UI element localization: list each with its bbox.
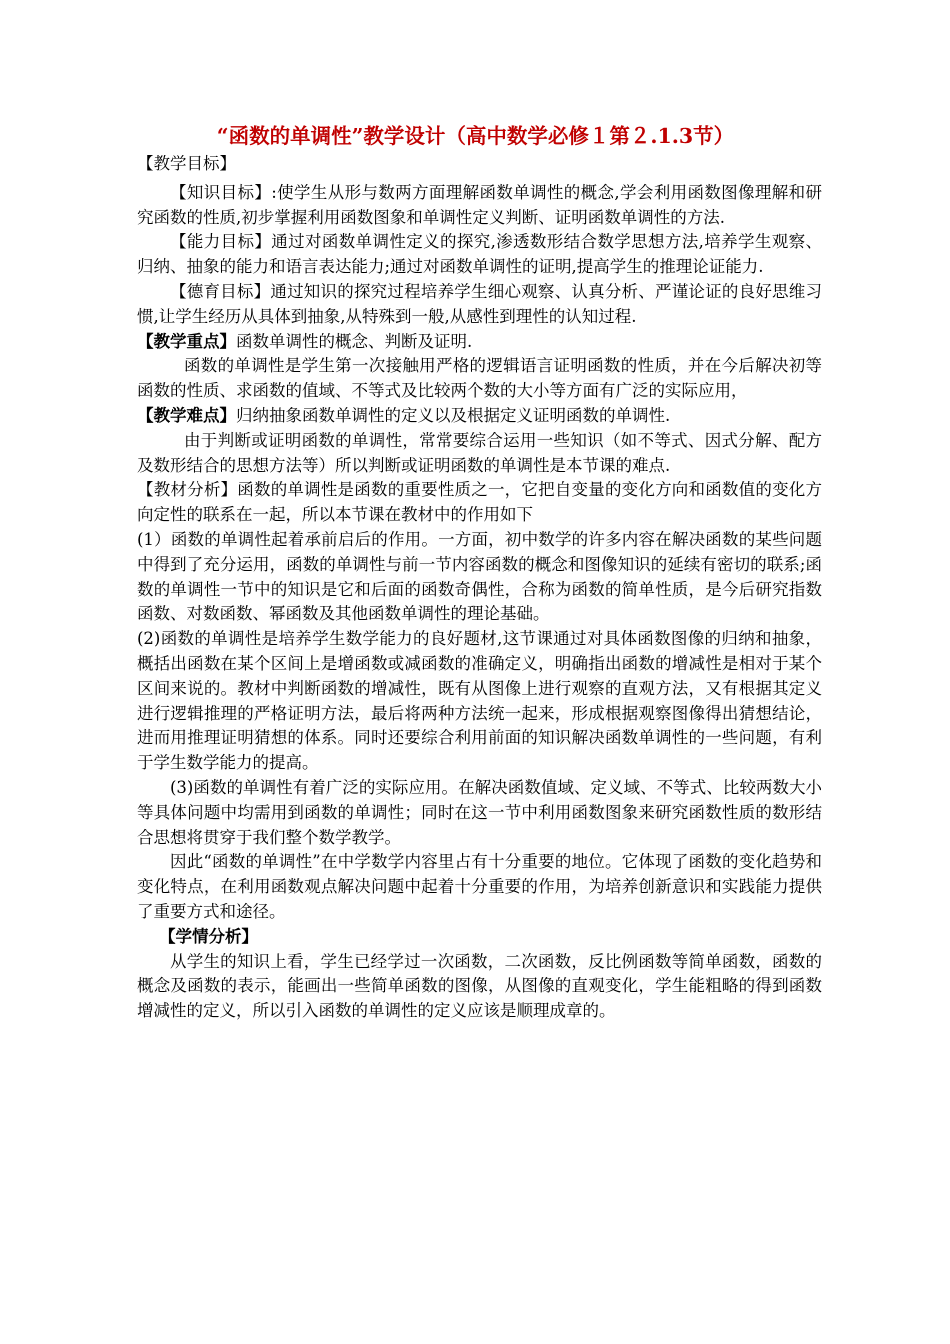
key-point-detail: 函数的单调性是学生第一次接触用严格的逻辑语言证明函数的性质，并在今后解决初等函数的性质、求函数的值域、不等式及比较两个数的大小等方面有广泛的实际应用，	[137, 356, 822, 401]
material-analysis-text: 函数的单调性是函数的重要性质之一，它把自变量的变化方向和函数值的变化方向定性的联系在一起，所以本节课在教材中的作用如下	[137, 480, 823, 525]
difficulty-text: 归纳抽象函数单调性的定义以及根据定义证明函数的单调性.	[236, 405, 671, 425]
key-point-text: 函数单调性的概念、判断及证明.	[236, 331, 473, 351]
moral-goal-label: 【德育目标】	[170, 281, 271, 301]
difficulty-paragraph	[137, 404, 822, 429]
material-item-2: (2)函数的单调性是培养学生数学能力的良好题材,这节课通过对具体函数图像的归纳和抽象，概括出函数在某个区间上是增函数或减函数的准确定义，明确指出函数的增减性是相对于某个区间来说的。教材中判断函数的增减性，既有从图像上进行观察的直观方法，又有根据其定义进行逻辑推理的严格证明方法，最后将两种方法统一起来，形成根据观察图像得出猜想结论，进而用推理证明猜想的体系。同时还要综合利用前面的知识解决函数单调性的一些问题，有利于学生数学能力的提高。	[137, 629, 822, 773]
key-point-paragraph	[137, 330, 822, 355]
ability-goal-paragraph	[137, 230, 822, 280]
material-analysis-label: 【教材分析】	[137, 480, 238, 500]
teaching-goals-heading: 【教学目标】	[137, 154, 236, 173]
ability-goal-label: 【能力目标】	[170, 232, 272, 252]
knowledge-goal-label: 【知识目标】	[170, 182, 272, 202]
difficulty-label: 【教学难点】	[137, 405, 236, 425]
difficulty-detail: 由于判断或证明函数的单调性，常常要综合运用一些知识（如不等式、因式分解、配方及数形结合的思想方法等）所以判断或证明函数的单调性是本节课的难点.	[137, 430, 822, 475]
document-page	[137, 120, 822, 1024]
document-title: “函数的单调性”教学设计（高中数学必修１第２.1.3节）	[216, 124, 735, 148]
key-point-label: 【教学重点】	[137, 331, 236, 351]
ability-goal-text: 通过对函数单调性定义的探究,渗透数形结合数学思想方法,培养学生观察、归纳、抽象的能力和语言表达能力;通过对函数单调性的证明,提高学生的推理论证能力.	[137, 232, 822, 277]
student-analysis-text: 从学生的知识上看，学生已经学过一次函数，二次函数，反比例函数等简单函数，函数的概念及函数的表示，能画出一些简单函数的图像，从图像的直观变化，学生能粗略的得到函数增减性的定义，所以引入函数的单调性的定义应该是顺理成章的。	[137, 951, 822, 1021]
knowledge-goal-text: :使学生从形与数两方面理解函数单调性的概念,学会利用函数图像理解和研究函数的性质,初步掌握利用函数图象和单调性定义判断、证明函数单调性的方法.	[137, 182, 822, 227]
material-summary: 因此“函数的单调性”在中学数学内容里占有十分重要的地位。它体现了函数的变化趋势和变化特点，在利用函数观点解决问题中起着十分重要的作用，为培养创新意识和实践能力提供了重要方式和途径。	[137, 852, 822, 921]
material-analysis-paragraph	[137, 478, 822, 528]
student-analysis-heading: 【学情分析】	[159, 926, 258, 946]
material-item-3: (3)函数的单调性有着广泛的实际应用。在解决函数值域、定义域、不等式、比较两数大小等具体问题中均需用到函数的单调性；同时在这一节中利用函数图象来研究函数性质的数形结合思想将贯穿于我们整个数学教学。	[137, 777, 822, 847]
moral-goal-paragraph	[137, 280, 822, 330]
moral-goal-text: 通过知识的探究过程培养学生细心观察、认真分析、严谨论证的良好思维习惯,让学生经历从具体到抽象,从特殊到一般,从感性到理性的认知过程.	[137, 281, 823, 326]
knowledge-goal-paragraph	[137, 181, 822, 231]
material-item-1: (1）函数的单调性起着承前启后的作用。一方面，初中数学的许多内容在解决函数的某些问题中得到了充分运用，函数的单调性与前一节内容函数的概念和图像知识的延续有密切的联系;函数的单调性一节中的知识是它和后面的函数奇偶性，合称为函数的简单性质，是今后研究指数函数、对数函数、幂函数及其他函数单调性的理论基础。	[137, 529, 822, 624]
